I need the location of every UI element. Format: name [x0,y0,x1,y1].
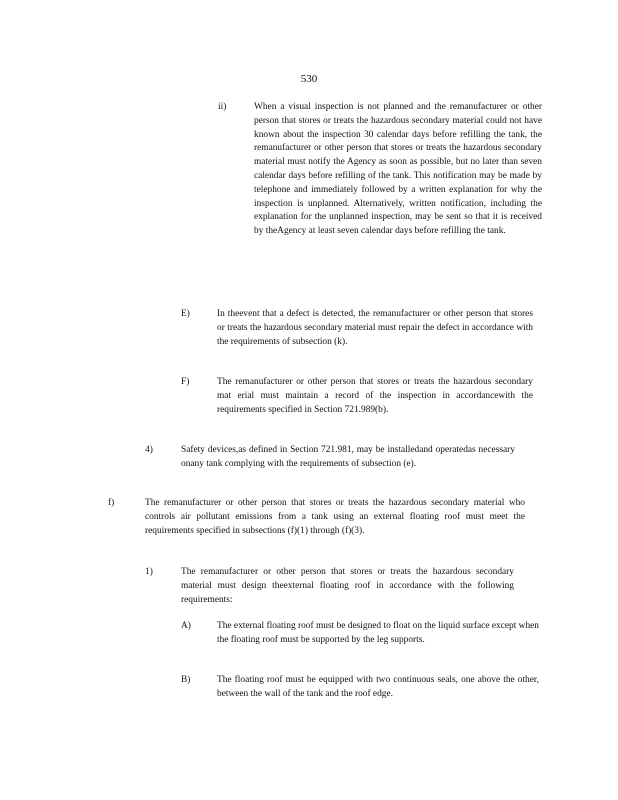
item-F-label: F) [181,377,190,387]
item-ii-label: ii) [218,102,227,112]
item-E-label: E) [181,309,190,319]
item-4-text: Safety devices,as defined in Section 721.981, may be installedand operatedas necessary onany tank complying with the requirements of subsection (e). [181,445,515,469]
page-number: 530 [300,73,318,85]
item-A-text: The external floating roof must be designed to float on the liquid surface except when the floating roof must be supported by the leg supports. [217,621,539,645]
item-E-text: In theevent that a defect is detected, the remanufacturer or other person that stores or treats the hazardous secondary material must repair the defect in accordance with the requirements of subsection (k). [217,309,533,347]
item-B-text: The floating roof must be equipped with two continuous seals, one above the other, between the wall of the tank and the roof edge. [217,675,539,699]
item-F-text: The remanufacturer or other person that stores or treats the hazardous secondary mat erial must maintain a record of the inspection in accordancewith the requirements specified in Section 721.989(b). [217,377,533,415]
item-1-text: The remanufacturer or other person that stores or treats the hazardous secondary material must design theexternal floating roof in accordance with the following requirements: [181,567,514,605]
item-f-text: The remanufacturer or other person that stores or treats the hazardous secondary material who controls air pollutant emissions from a tank using an external floating roof must meet the requirements specified in subsections (f)(1) through (f)(3). [145,498,525,536]
item-ii-text: When a visual inspection is not planned and the remanufacturer or other person that stores or treats the hazardous secondary material could not have known about the inspection 30 calendar days before refilling the tank, the remanufacturer or other person that stores or treats the hazardous secondary material must notify the Agency as soon as possible, but no later than seven calendar days before refilling of the tank. This notification may be made by telephone and immediately followed by a written explanation for why the inspection is unplanned. Alternatively, written notification, including the explanation for the unplanned inspection, may be sent so that it is received by theAgency at least seven calendar days before refilling the tank. [254,102,542,237]
item-f-label: f) [108,498,115,508]
item-4-label: 4) [145,445,153,455]
item-A-label: A) [181,621,191,631]
item-B-label: B) [181,675,191,685]
item-1-label: 1) [145,567,153,577]
